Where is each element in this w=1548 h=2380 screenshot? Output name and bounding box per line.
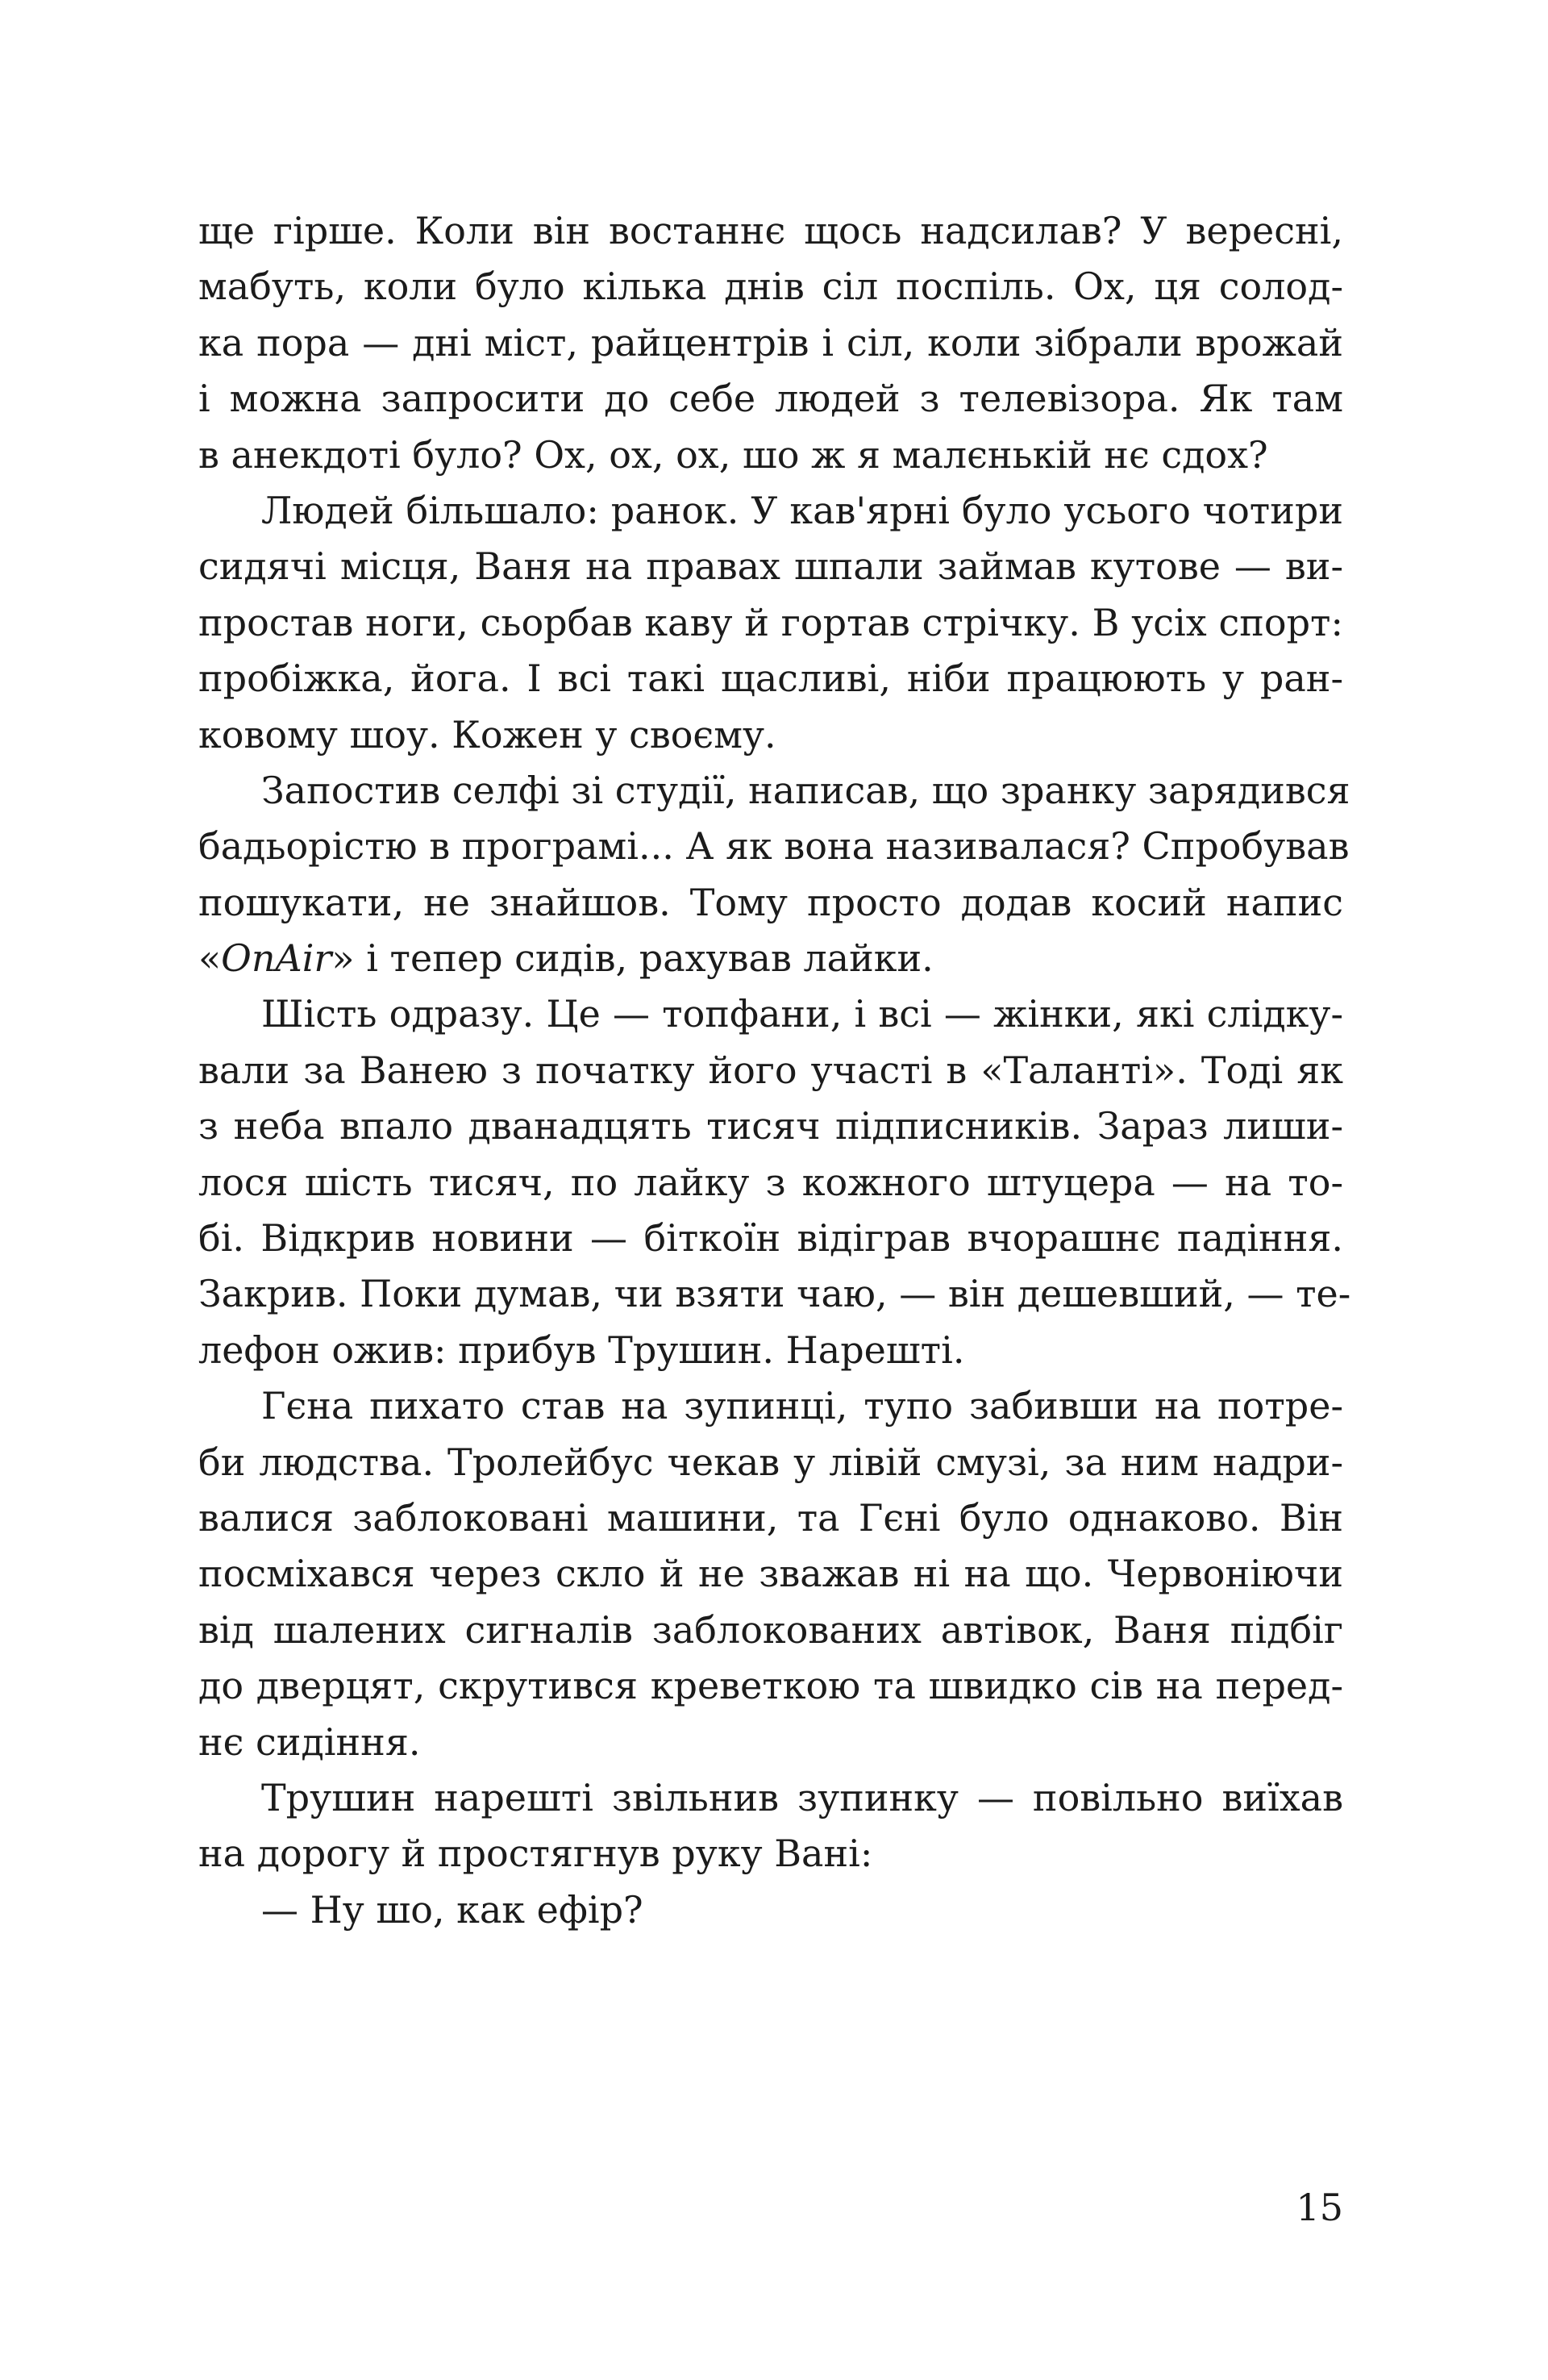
page-number: 15 xyxy=(1296,2186,1343,2229)
text-line: ковому шоу. Кожен у своєму. xyxy=(198,712,776,757)
text-line: бадьорістю в програмі... А як вона називалася? Спробував xyxy=(198,824,1350,869)
body-text xyxy=(198,203,1351,1938)
text-line: Запостив селфі зі студії, написав, що зранку зарядився xyxy=(261,768,1350,812)
text-line: сидячі місця, Ваня на правах шпали займав кутове — ви- xyxy=(198,544,1343,589)
text-line: посміхався через скло й не зважав ні на що. Червоніючи xyxy=(198,1552,1343,1596)
text-line: Шість одразу. Це — топфани, і всі — жінки, які слідку- xyxy=(261,992,1343,1036)
text-line: в анекдоті було? Ох, ох, ох, шо ж я малєнькій нє сдох? xyxy=(198,432,1268,477)
text-line: Трушин нарешті звільнив зупинку — повільно виїхав xyxy=(261,1775,1343,1819)
text-line: лефон ожив: прибув Трушин. Нарешті. xyxy=(198,1328,965,1372)
text-line: би людства. Тролейбус чекав у лівій смузі, за ним надри- xyxy=(198,1440,1343,1484)
text-line: простав ноги, сьорбав каву й гортав стрічку. В усіх спорт: xyxy=(198,600,1343,644)
text-line: валися заблоковані машини, та Гєні було однаково. Він xyxy=(198,1495,1343,1540)
text-line: Закрив. Поки думав, чи взяти чаю, — він дешевший, — те- xyxy=(198,1272,1351,1316)
text-line: вали за Ванею з початку його участі в «Таланті». Тоді як xyxy=(198,1048,1343,1092)
text-line: лося шість тисяч, по лайку з кожного штуцера — на то- xyxy=(198,1160,1343,1204)
text-line: і можна запросити до себе людей з телевізора. Як там xyxy=(198,377,1343,421)
text-line: мабуть, коли було кілька днів сіл поспіль. Ох, ця солод- xyxy=(198,265,1343,309)
text-line: від шалених сигналів заблокованих автівок, Ваня підбіг xyxy=(198,1607,1343,1652)
text-line: з неба впало дванадцять тисяч підписників. Зараз лиши- xyxy=(198,1104,1343,1148)
paragraph xyxy=(198,1882,1343,1938)
text-line: ка пора — дні міст, райцентрів і сіл, коли зібрали врожай xyxy=(198,320,1343,365)
text-line: — Ну шо, как ефір? xyxy=(261,1887,643,1932)
paragraph xyxy=(198,1770,1343,1882)
text-line: на дорогу й простягнув руку Вані: xyxy=(198,1832,873,1876)
paragraph xyxy=(198,1378,1343,1770)
text-line: нє сидіння. xyxy=(198,1719,421,1764)
text-line: «OnAir» і тепер сидів, рахував лайки. xyxy=(198,936,934,981)
text-line: бі. Відкрив новини — біткоїн відіграв вчорашнє падіння. xyxy=(198,1216,1343,1261)
text-line: пробіжка, йога. І всі такі щасливі, ніби працюють у ран- xyxy=(198,656,1343,701)
text-line: ще гірше. Коли він востаннє щось надсилав? У вересні, xyxy=(198,209,1343,252)
text-line: до дверцят, скрутився креветкою та швидко сів на перед- xyxy=(198,1664,1343,1708)
paragraph xyxy=(198,483,1343,763)
text-line: Гєна пихато став на зупинці, тупо забивши на потре- xyxy=(261,1384,1343,1428)
paragraph xyxy=(198,763,1350,987)
text-line: пошукати, не знайшов. Тому просто додав косий напис xyxy=(198,880,1343,924)
paragraph xyxy=(198,986,1351,1378)
paragraph xyxy=(198,203,1343,483)
text-line: Людей більшало: ранок. У кав'ярні було усього чотири xyxy=(261,488,1343,532)
